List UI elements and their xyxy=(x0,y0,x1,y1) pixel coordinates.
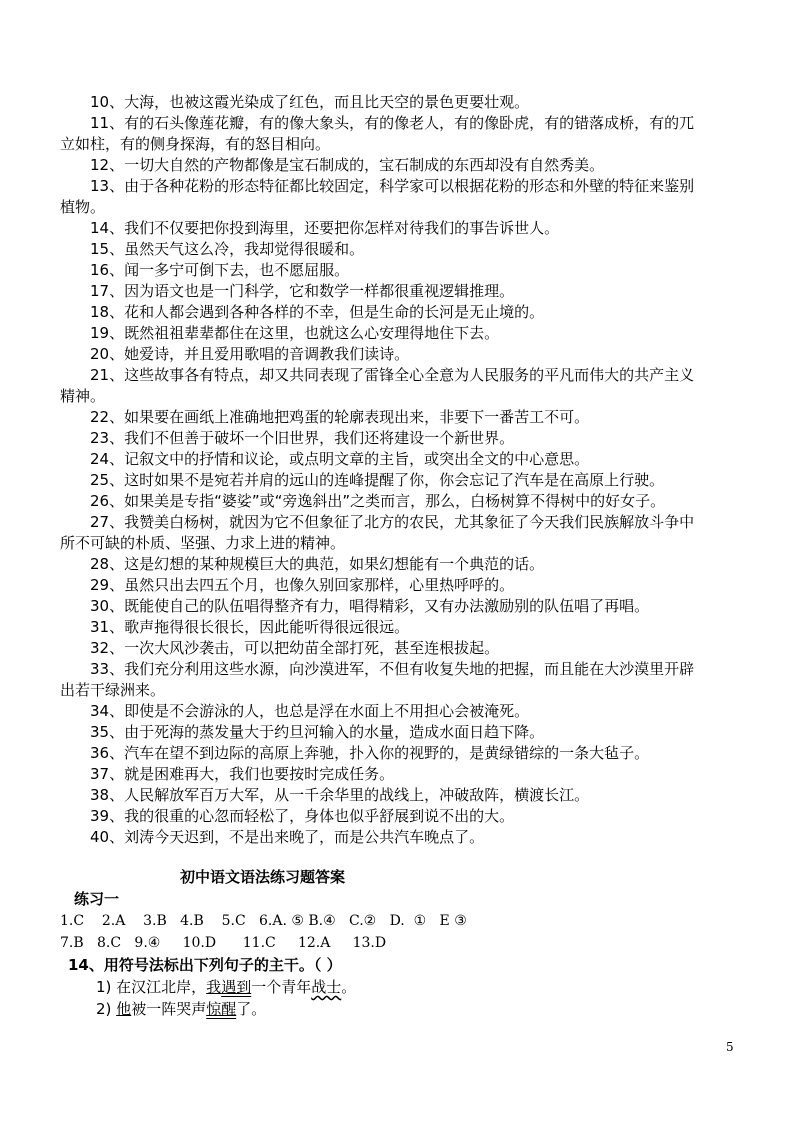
exercise-subtitle: 练习一 xyxy=(74,890,120,908)
sentence-line: 33、我们充分利用这些水源，向沙漠进军，不但有收复失地的把握，而且能在大沙漠里开辟 xyxy=(90,660,695,678)
sentence-line: 10、大海，也被这霞光染成了红色，而且比天空的景色更要壮观。 xyxy=(90,93,530,111)
sentence-line: 12、一切大自然的产物都像是宝石制成的，宝石制成的东西却没有自然秀美。 xyxy=(90,156,605,174)
sentence-line: 14、我们不仅要把你投到海里，还要把你怎样对待我们的事告诉世人。 xyxy=(90,219,560,237)
sentence-line: 24、记叙文中的抒情和议论，或点明文章的主旨，或突出全文的中心意思。 xyxy=(90,450,590,468)
sentence-line: 30、既能使自己的队伍唱得整齐有力，唱得精彩，又有办法激励别的队伍唱了再唱。 xyxy=(90,597,650,615)
subject-mark: 我 xyxy=(206,978,222,996)
sentence-line: 32、一次大风沙袭击，可以把幼苗全部打死，甚至连根拔起。 xyxy=(90,639,500,657)
sentence-line: 36、汽车在望不到边际的高原上奔驰，扑入你的视野的，是黄绿错综的一条大毡子。 xyxy=(90,744,650,762)
sentence-middle: 一个青年 xyxy=(251,978,312,996)
page-number: 5 xyxy=(726,1040,734,1054)
question-14-prompt: 14、用符号法标出下列句子的主干。（ ） xyxy=(68,956,342,974)
sentence-line: 17、因为语文也是一门科学，它和数学一样都很重视逻辑推理。 xyxy=(90,282,515,300)
sentence-line: 22、如果要在画纸上准确地把鸡蛋的轮廓表现出来，非要下一番苦工不可。 xyxy=(90,408,590,426)
sentence-line: 11、有的石头像莲花瓣，有的像大象头，有的像老人，有的像卧虎，有的错落成桥，有的兀 xyxy=(90,114,695,132)
sentence-line: 出若干绿洲来。 xyxy=(60,681,166,699)
answer-title: 初中语文语法练习题答案 xyxy=(180,868,346,886)
sentence-line: 16、闻一多宁可倒下去，也不愿屈服。 xyxy=(90,261,350,279)
document-page xyxy=(60,92,740,1020)
sentence-prefix: 1) 在汉江北岸， xyxy=(96,978,207,996)
sentence-middle: 被一阵哭声 xyxy=(131,1000,207,1018)
predicate-mark: 惊醒 xyxy=(206,1000,237,1018)
sentence-line: 37、就是困难再大，我们也要按时完成任务。 xyxy=(90,765,395,783)
marked-sentence xyxy=(60,976,740,998)
object-mark: 战士 xyxy=(311,978,342,996)
sentence-line: 20、她爱诗，并且爱用歌唱的音调教我们读诗。 xyxy=(90,345,410,363)
sentence-line: 19、既然祖祖辈辈都住在这里，也就这么心安理得地住下去。 xyxy=(90,324,500,342)
sentence-line: 29、虽然只出去四五个月，也像久别回家那样，心里热呼呼的。 xyxy=(90,576,515,594)
sentence-line: 39、我的很重的心忽而轻松了，身体也似乎舒展到说不出的大。 xyxy=(90,807,515,825)
answer-line: 7.B 8.C 9.④ 10.D 11.C 12.A 13.D xyxy=(60,935,387,951)
sentence-list xyxy=(60,92,740,848)
sentence-line: 28、这是幻想的某种规模巨大的典范，如果幻想能有一个典范的话。 xyxy=(90,555,545,573)
sentence-line: 25、这时如果不是宛若并肩的远山的连峰提醒了你，你会忘记了汽车是在高原上行驶。 xyxy=(90,471,665,489)
sentence-end: 。 xyxy=(341,978,357,996)
sentence-line: 34、即使是不会游泳的人，也总是浮在水面上不用担心会被淹死。 xyxy=(90,702,530,720)
sentence-line: 38、人民解放军百万大军，从一千余华里的战线上，冲破敌阵，横渡长江。 xyxy=(90,786,590,804)
sentence-end: 了。 xyxy=(236,1000,267,1018)
predicate-mark: 遇到 xyxy=(221,978,252,996)
answer-line: 1.C 2.A 3.B 4.B 5.C 6.A. ⑤ B.④ C.② D. ① E ③ xyxy=(60,913,467,929)
sentence-line: 13、由于各种花粉的形态特征都比较固定，科学家可以根据花粉的形态和外壁的特征来鉴别 xyxy=(90,177,695,195)
sentence-prefix: 2) xyxy=(96,1000,117,1018)
subject-mark: 他 xyxy=(116,1000,132,1018)
sentence-line: 精神。 xyxy=(60,387,106,405)
sentence-line: 所不可缺的朴质、坚强、力求上进的精神。 xyxy=(60,534,346,552)
sentence-line: 31、歌声拖得很长很长，因此能听得很远很远。 xyxy=(90,618,410,636)
marked-sentence xyxy=(60,998,740,1020)
sentence-line: 35、由于死海的蒸发量大于约旦河输入的水量，造成水面日趋下降。 xyxy=(90,723,545,741)
sentence-line: 26、如果美是专指“婆娑”或“旁逸斜出”之类而言，那么，白杨树算不得树中的好女子。 xyxy=(90,492,666,510)
sentence-line: 18、花和人都会遇到各种各样的不幸，但是生命的长河是无止境的。 xyxy=(90,303,545,321)
sentence-line: 植物。 xyxy=(60,198,106,216)
sentence-line: 15、虽然天气这么冷，我却觉得很暖和。 xyxy=(90,240,365,258)
sentence-line: 40、刘涛今天迟到，不是出来晚了，而是公共汽车晚点了。 xyxy=(90,828,485,846)
sentence-line: 27、我赞美白杨树，就因为它不但象征了北方的农民，尤其象征了今天我们民族解放斗争中 xyxy=(90,513,695,531)
sentence-line: 立如柱，有的侧身探海，有的怒目相向。 xyxy=(60,135,331,153)
sentence-line: 21、这些故事各有特点，却又共同表现了雷锋全心全意为人民服务的平凡而伟大的共产主义 xyxy=(90,366,695,384)
sentence-line: 23、我们不但善于破坏一个旧世界，我们还将建设一个新世界。 xyxy=(90,429,515,447)
